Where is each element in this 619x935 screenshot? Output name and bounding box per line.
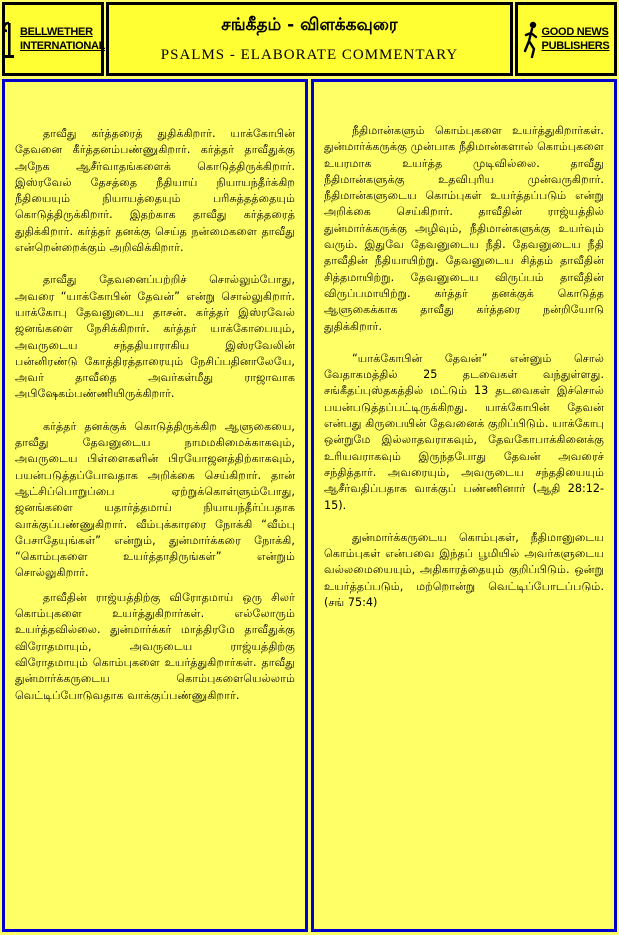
paragraph: தாவீதின் ராஜ்யத்திற்கு விரோதமாய் ஒரு சிலர் கொம்புகளை உயர்த்துகிறார்கள். எல்லோரும் உயர்த்தவில்லை. துன்மார்க்கர் மாத்திரமே தாவீதுக்கு விரோதமாயும், அவருடைய ராஜ்யத்திற்கு விரோதமாயும் கொம்புகளை உயர்த்துகிறார்கள். தாவீது துன்மார்க்கருடைய கொம்புகளையெல்லாம் வெட்டிப்போடுவதாக வாக்குப்பண்ணுகிறார். [15,590,295,702]
shepherd-staff-icon [1,19,17,59]
good-news-logo-line1: GOOD NEWS [541,26,609,38]
paragraph: “யாக்கோபின் தேவன்” என்னும் சொல் வேதாகமத்தில் 25 தடவைகள் வந்துள்ளது. சங்கீதப்புஸ்தகத்தில் மட்டும் 13 தடவைகள் இச்சொல் பயன்படுத்தப்பட்டிருக்கிறது. யாக்கோபின் தேவன் என்பது கிருபையின் தேவனைக் குறிப்பிடும். யாக்கோபு ஒன்றுமே இல்லாதவராகவும், தேவகோபாக்கினைக்கு உரியவராகவும் இருந்தபோது தேவன் அவரைச் சந்தித்தார். அவரையும், அவருடைய சந்ததியையும் ஆசீர்வதிப்பதாக வாக்குப் பண்ணினார் (ஆதி 28:12-15). [324,351,604,512]
title-banner [106,2,513,76]
paragraph: நீதிமான்களும் கொம்புகளை உயர்த்துகிறார்கள். துன்மார்க்கருக்கு முன்பாக நீதிமான்களால் கொம்புகளை உயரமாக உயர்த்த முடிவில்லை. தாவீது நீதிமான்களுக்கு உதவிபுரிய முன்வருகிறார். நீதிமான்களுடைய கொம்புகள் உயர்த்தப்படும் என்று அறிக்கை செய்கிறார். தாவீதின் ராஜ்யத்தில் துன்மார்க்கருக்கு அழிவும், நீதிமான்களுக்கு உயர்வும் வரும். இதுவே தேவனுடைய நீதி. தேவனுடைய நீதி தாவீதின் நீதியாயிற்று. தேவனுடைய சித்தம் தாவீதின் சித்தமாயிற்று. தேவனுடைய விருப்பம் தாவீதின் விருப்பமாயிற்று. கர்த்தர் தனக்குக் கொடுத்த ஆளுகைக்காக தாவீது கர்த்தரை நன்றியோடு துதிக்கிறார். [324,124,604,333]
right-column [311,79,617,932]
good-news-logo-line2: PUBLISHERS [541,40,610,52]
page-title-english: PSALMS - ELABORATE COMMENTARY [160,47,459,63]
paragraph: தாவீது கர்த்தரைத் துதிக்கிறார். யாக்கோபின் தேவனை கீர்த்தனம்பண்ணுகிறார். கர்த்தர் தாவீதுக்கு அநேக ஆசீர்வாதங்களைக் கொடுத்திருக்கிறார். இஸ்ரவேல் தேசத்தை நீதியாய் நியாயந்தீர்க்கிற நீதியையும் நியாயத்தையும் பரிசுத்தத்தையும் கொடுத்திருக்கிறார். இதற்காக தாவீது கர்த்தரைத் துதிக்கிறார். கர்த்தர் தனக்கு செய்த நன்மைகளை தாவீது என்றென்றைக்கும் அறிவிக்கிறார். [15,127,295,255]
paragraph: கர்த்தர் தனக்குக் கொடுத்திருக்கிற ஆளுகையை, தாவீது தேவனுடைய நாமமகிமைக்காகவும், அவருடைய பிள்ளைகளின் பிரயோஜனத்திற்காகவும், பயன்படுத்தப்போவதாக அறிக்கை செய்கிறார். தான் ஆட்சிப்பொறுப்பை ஏற்றுக்கொள்ளும்போது, ஜனங்களை யதார்த்தமாய் நியாயந்தீர்ப்பதாக வாக்குப்பண்ணுகிறார். வீம்புக்காரரை நோக்கி “வீம்பு பேசாதேயுங்கள்” என்றும், துன்மார்க்கரை நோக்கி, “கொம்புகளை உயர்த்தாதிருங்கள்” என்றும் சொல்லுகிறார். [15,419,295,580]
bellwether-logo[interactable] [2,2,104,76]
good-news-publishers-logo[interactable] [515,2,617,76]
left-column [2,79,308,932]
page-title-tamil: சங்கீதம் - விளக்கவுரை [221,15,398,35]
bellwether-logo-line2: INTERNATIONAL [19,40,106,52]
paragraph: துன்மார்க்கருடைய கொம்புகள், நீதிமானுடைய கொம்புகள் என்பவை இந்தப் பூமியில் அவர்களுடைய வல்லமையையும், அதிகாரத்தையும் குறிப்பிடும். ஒன்று உயர்த்தப்படும், மற்றொன்று வெட்டிப்போடப்படும். (சங் 75:4) [324,530,604,610]
header [2,2,617,76]
runner-icon [523,19,539,59]
bellwether-logo-line1: BELLWETHER [19,26,93,38]
paragraph: தாவீது தேவனைப்பற்றிச் சொல்லும்போது, அவரை “யாக்கோபின் தேவன்” என்று சொல்லுகிறார். யாக்கோபு தேவனுடைய தாசன். கர்த்தர் இஸ்ரவேல் ஜனங்களை நேசிக்கிறார். கர்த்தர் யாக்கோபையும், அவருடைய சந்ததியாராகிய இஸ்ரவேலின் பன்னிரண்டு கோத்திரத்தாரையும் நேசிப்பதினாலேயே, அவர் தாவீதை அவர்கள்மீது ராஜாவாக அபிஷேகம்பண்ணியிருக்கிறார். [15,273,295,401]
